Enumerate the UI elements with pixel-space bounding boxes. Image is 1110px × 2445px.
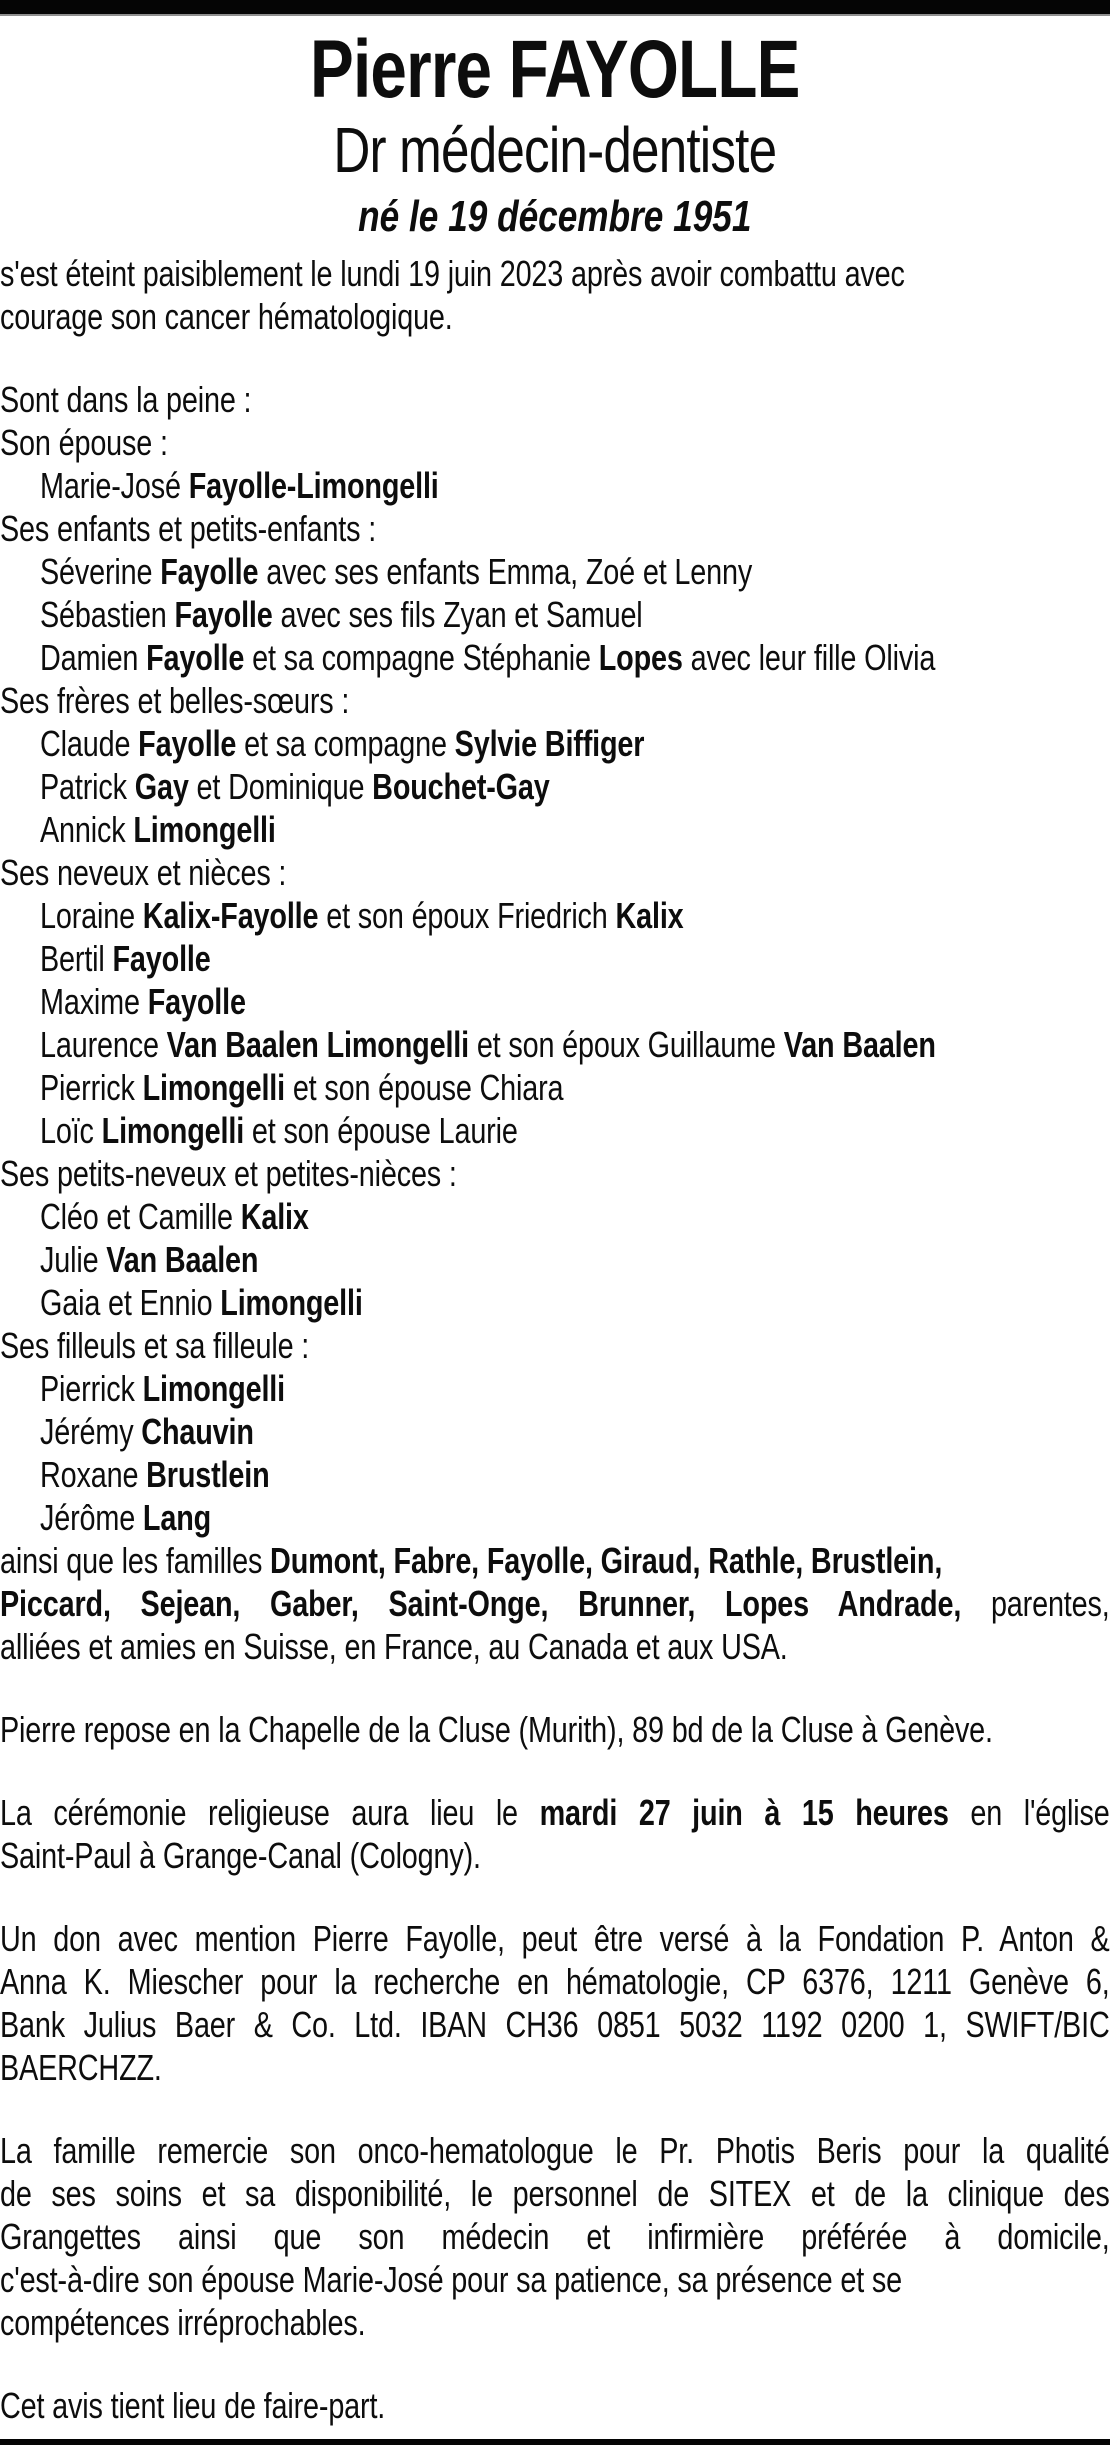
text-line: La cérémonie religieuse aura lieu le mardi 27 juin à 15 heures en l'église (0, 1792, 1110, 1833)
text-line: Saint-Paul à Grange-Canal (Cologny). (0, 1835, 481, 1876)
text-line: de ses soins et sa disponibilité, le personnel de SITEX et de la clinique des (0, 2173, 1110, 2214)
text-line: Ses filleuls et sa filleule : (0, 1325, 310, 1366)
text-line: Cléo et Camille Kalix (40, 1196, 309, 1237)
text-line: c'est-à-dire son épouse Marie-José pour sa patience, sa présence et se (0, 2259, 902, 2300)
obituary-body (0, 252, 1110, 2427)
text-line: Pierrick Limongelli et son épouse Chiara (40, 1067, 564, 1108)
top-border-bar (0, 0, 1110, 16)
text-line: Gaia et Ennio Limongelli (40, 1282, 363, 1323)
bottom-border-bar (0, 2439, 1110, 2445)
obituary-content (0, 26, 1110, 2427)
text-line: Damien Fayolle et sa compagne Stéphanie Lopes avec leur fille Olivia (40, 637, 936, 678)
blank-line (0, 1668, 1110, 1708)
text-line: Bank Julius Baer & Co. Ltd. IBAN CH36 0851 5032 1192 0200 1, SWIFT/BIC (0, 2004, 1110, 2045)
text-line: Claude Fayolle et sa compagne Sylvie Biffiger (40, 723, 645, 764)
text-line: courage son cancer hématologique. (0, 296, 453, 337)
text-line: Loïc Limongelli et son épouse Laurie (40, 1110, 518, 1151)
text-line: Ses enfants et petits-enfants : (0, 508, 377, 549)
text-line: Anna K. Miescher pour la recherche en hématologie, CP 6376, 1211 Genève 6, (0, 1961, 1110, 2002)
text-line: Loraine Kalix-Fayolle et son époux Friedrich Kalix (40, 895, 684, 936)
text-line: Bertil Fayolle (40, 938, 211, 979)
text-line: BAERCHZZ. (0, 2047, 162, 2088)
text-line: La famille remercie son onco-hematologue le Pr. Photis Beris pour la qualité (0, 2130, 1110, 2171)
blank-line (0, 1877, 1110, 1917)
text-line: Piccard, Sejean, Gaber, Saint-Onge, Brunner, Lopes Andrade, parentes, (0, 1583, 1110, 1624)
text-line: ainsi que les familles Dumont, Fabre, Fayolle, Giraud, Rathle, Brustlein, (0, 1540, 943, 1581)
text-line: Marie-José Fayolle-Limongelli (40, 465, 439, 506)
text-line: Son épouse : (0, 422, 168, 463)
text-line: Roxane Brustlein (40, 1454, 270, 1495)
text-line: Patrick Gay et Dominique Bouchet-Gay (40, 766, 550, 807)
text-line: Laurence Van Baalen Limongelli et son époux Guillaume Van Baalen (40, 1024, 936, 1065)
blank-line (0, 338, 1110, 378)
deceased-profession: Dr médecin-dentiste (333, 114, 777, 186)
text-line: Maxime Fayolle (40, 981, 246, 1022)
text-line: Ses petits-neveux et petites-nièces : (0, 1153, 457, 1194)
birth-date-line: né le 19 décembre 1951 (358, 192, 752, 241)
text-line: Sébastien Fayolle avec ses fils Zyan et Samuel (40, 594, 643, 635)
text-line: Grangettes ainsi que son médecin et infirmière préférée à domicile, (0, 2216, 1110, 2257)
text-line: Ses neveux et nièces : (0, 852, 287, 893)
text-line: Julie Van Baalen (40, 1239, 259, 1280)
blank-line (0, 2344, 1110, 2384)
text-line: Cet avis tient lieu de faire-part. (0, 2385, 386, 2426)
text-line: Pierre repose en la Chapelle de la Cluse (Murith), 89 bd de la Cluse à Genève. (0, 1709, 993, 1750)
text-line: Ses frères et belles-sœurs : (0, 680, 350, 721)
text-line: Pierrick Limongelli (40, 1368, 285, 1409)
text-line: s'est éteint paisiblement le lundi 19 juin 2023 après avoir combattu avec (0, 253, 905, 294)
text-line: Jérémy Chauvin (40, 1411, 254, 1452)
text-line: Séverine Fayolle avec ses enfants Emma, Zoé et Lenny (40, 551, 753, 592)
deceased-name-title: Pierre FAYOLLE (310, 24, 800, 115)
blank-line (0, 1751, 1110, 1791)
text-line: Jérôme Lang (40, 1497, 212, 1538)
blank-line (0, 2089, 1110, 2129)
text-line: alliées et amies en Suisse, en France, au Canada et aux USA. (0, 1626, 788, 1667)
text-line: Sont dans la peine : (0, 379, 252, 420)
text-line: Annick Limongelli (40, 809, 276, 850)
text-line: Un don avec mention Pierre Fayolle, peut être versé à la Fondation P. Anton & (0, 1918, 1110, 1959)
text-line: compétences irréprochables. (0, 2302, 366, 2343)
